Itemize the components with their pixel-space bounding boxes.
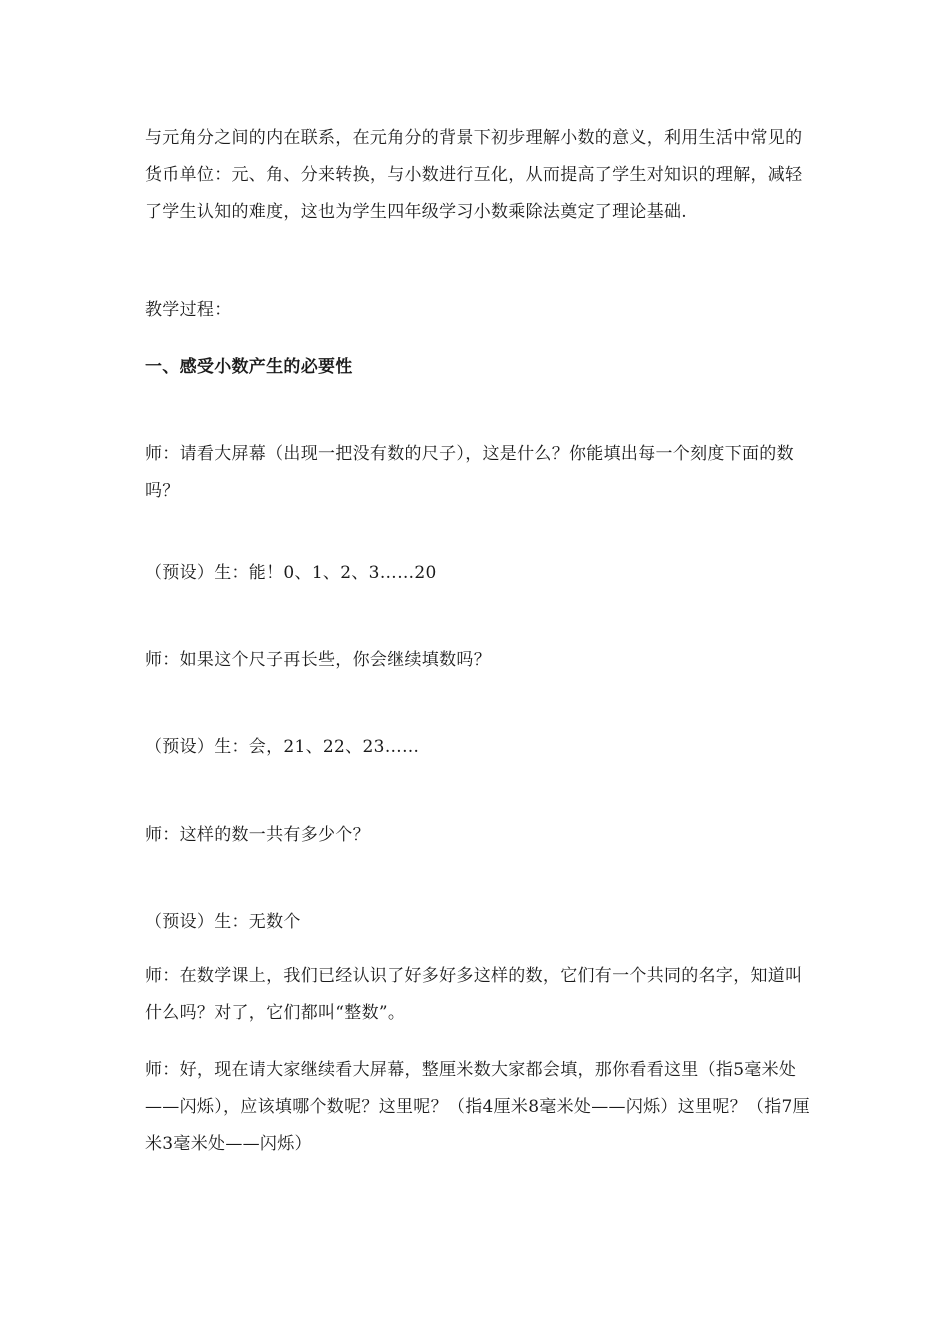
- student-line: （预设）生：会，21、22、23……: [145, 737, 420, 757]
- teacher-line: 师：请看大屏幕（出现一把没有数的尺子），这是什么？你能填出每一个刻度下面的数吗？: [145, 444, 794, 501]
- teaching-process-label: 教学过程：: [145, 300, 232, 320]
- section-heading: 一、感受小数产生的必要性: [145, 357, 353, 377]
- teacher-line: 师：好，现在请大家继续看大屏幕，整厘米数大家都会填，那你看看这里（指5毫米处——闪烁），应该填哪个数呢？这里呢？（指4厘米8毫米处——闪烁）这里呢？（指7厘米3毫米处——闪烁）: [145, 1060, 810, 1154]
- intro-paragraph: 与元角分之间的内在联系，在元角分的背景下初步理解小数的意义，利用生活中常见的货币单位：元、角、分来转换，与小数进行互化，从而提高了学生对知识的理解，减轻了学生认知的难度，这也为学生四年级学习小数乘除法奠定了理论基础.: [145, 128, 803, 222]
- student-line: （预设）生：能！0、1、2、3……20: [145, 563, 437, 583]
- teacher-line: 师：在数学课上，我们已经认识了好多好多这样的数，它们有一个共同的名字，知道叫什么吗？对了，它们都叫“整数”。: [145, 966, 803, 1023]
- student-line: （预设）生：无数个: [145, 912, 301, 932]
- teacher-line: 师：如果这个尺子再长些，你会继续填数吗？: [145, 650, 491, 670]
- teacher-line: 师：这样的数一共有多少个？: [145, 825, 370, 845]
